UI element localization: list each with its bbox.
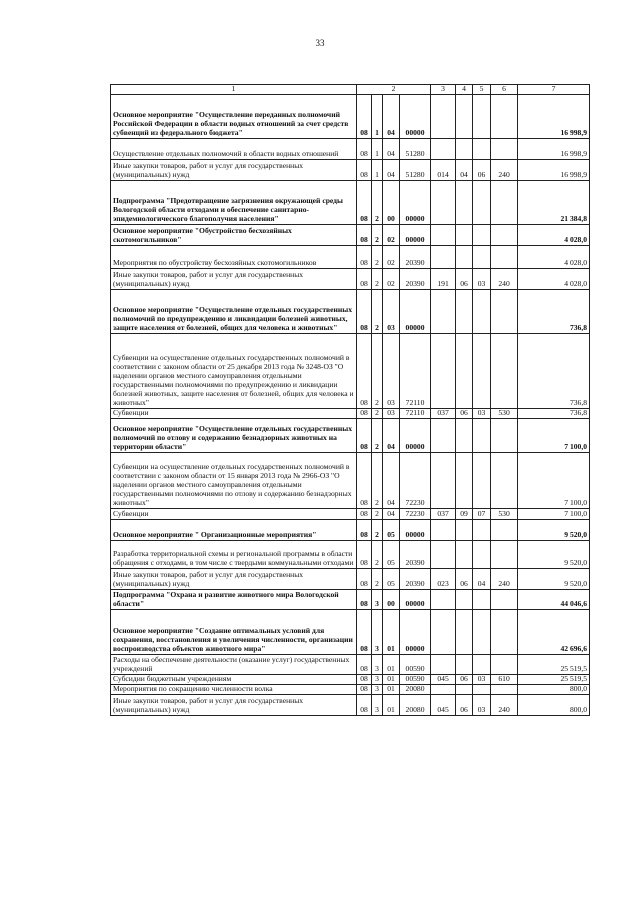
- code-direction: 00000: [400, 609, 431, 654]
- code-ministry: [431, 334, 456, 409]
- code-subprogram: 3: [372, 589, 383, 609]
- code-section: [456, 225, 473, 246]
- code-program: 08: [357, 452, 372, 508]
- code-direction: 20390: [400, 246, 431, 269]
- code-event: 04: [383, 452, 400, 508]
- code-ministry: 037: [431, 409, 456, 419]
- table-row: [111, 452, 590, 508]
- row-amount: 16 998,9: [518, 139, 590, 160]
- row-amount: 4 028,0: [518, 269, 590, 290]
- row-amount: 7 100,0: [518, 418, 590, 452]
- code-subsection: [473, 609, 491, 654]
- code-ministry: [431, 290, 456, 334]
- code-ministry: [431, 519, 456, 540]
- code-subsection: [473, 519, 491, 540]
- code-program: 08: [357, 684, 372, 694]
- row-name: Субвенции: [111, 508, 357, 519]
- code-event: 04: [383, 508, 400, 519]
- code-event: 02: [383, 269, 400, 290]
- code-expense-type: [491, 609, 518, 654]
- code-subsection: [473, 418, 491, 452]
- row-name: Подпрограмма "Охрана и развитие животного мира Вологодской области": [111, 589, 357, 609]
- row-name: Подпрограмма "Предотвращение загрязнения окружающей среды Вологодской области отходами и обеспечение санитарно-эпидемиологического благополучия населения": [111, 181, 357, 225]
- code-direction: 72230: [400, 452, 431, 508]
- table-row: [111, 694, 590, 715]
- code-subprogram: 3: [372, 684, 383, 694]
- row-amount: 42 696,6: [518, 609, 590, 654]
- code-subsection: [473, 225, 491, 246]
- code-direction: 00000: [400, 418, 431, 452]
- code-ministry: [431, 654, 456, 674]
- row-name: Иные закупки товаров, работ и услуг для государственных (муниципальных) нужд: [111, 269, 357, 290]
- code-direction: 00000: [400, 225, 431, 246]
- code-expense-type: 530: [491, 508, 518, 519]
- code-program: 08: [357, 674, 372, 684]
- code-section: 06: [456, 409, 473, 419]
- code-ministry: 014: [431, 160, 456, 181]
- row-name: Субвенции на осуществление отдельных государственных полномочий в соответствии с законом области от 15 января 2013 года № 2966-ОЗ "О наделении органов местного самоуправления отдельными государственными полномочиями по отлову и содержанию безнадзорных животных": [111, 452, 357, 508]
- code-program: 08: [357, 540, 372, 568]
- code-subprogram: 2: [372, 225, 383, 246]
- code-section: [456, 540, 473, 568]
- code-subprogram: 2: [372, 181, 383, 225]
- row-amount: 16 998,9: [518, 160, 590, 181]
- code-event: 05: [383, 540, 400, 568]
- code-section: [456, 654, 473, 674]
- code-program: 08: [357, 609, 372, 654]
- code-event: 01: [383, 684, 400, 694]
- row-amount: 16 998,9: [518, 95, 590, 139]
- code-event: 00: [383, 181, 400, 225]
- code-expense-type: 240: [491, 160, 518, 181]
- code-program: 08: [357, 508, 372, 519]
- code-program: 08: [357, 160, 372, 181]
- code-event: 01: [383, 674, 400, 684]
- column-header-4: 4: [456, 85, 473, 95]
- row-amount: 9 520,0: [518, 568, 590, 589]
- row-amount: 21 384,8: [518, 181, 590, 225]
- code-event: 05: [383, 519, 400, 540]
- code-direction: 72110: [400, 409, 431, 419]
- code-section: 06: [456, 269, 473, 290]
- table-row: [111, 540, 590, 568]
- code-event: 00: [383, 589, 400, 609]
- code-section: 09: [456, 508, 473, 519]
- code-event: 03: [383, 334, 400, 409]
- code-subprogram: 2: [372, 568, 383, 589]
- code-subprogram: 2: [372, 519, 383, 540]
- table-row: [111, 160, 590, 181]
- code-subprogram: 2: [372, 269, 383, 290]
- code-expense-type: [491, 589, 518, 609]
- code-section: [456, 609, 473, 654]
- code-program: 08: [357, 589, 372, 609]
- code-ministry: 045: [431, 674, 456, 684]
- code-event: 05: [383, 568, 400, 589]
- row-name: Субвенции: [111, 409, 357, 419]
- code-program: 08: [357, 181, 372, 225]
- code-direction: 20080: [400, 684, 431, 694]
- code-subprogram: 1: [372, 139, 383, 160]
- code-section: [456, 139, 473, 160]
- code-section: [456, 589, 473, 609]
- row-name: Основное мероприятие " Организационные мероприятия": [111, 519, 357, 540]
- column-header-6: 6: [491, 85, 518, 95]
- row-amount: 25 519,5: [518, 654, 590, 674]
- row-amount: 736,8: [518, 409, 590, 419]
- code-section: [456, 95, 473, 139]
- code-ministry: [431, 684, 456, 694]
- column-header-5: 5: [473, 85, 491, 95]
- row-amount: 4 028,0: [518, 246, 590, 269]
- code-program: 08: [357, 95, 372, 139]
- code-subsection: [473, 334, 491, 409]
- row-name: Субсидии бюджетным учреждениям: [111, 674, 357, 684]
- row-amount: 736,8: [518, 334, 590, 409]
- column-header-1: 1: [111, 85, 357, 95]
- code-expense-type: [491, 684, 518, 694]
- code-direction: 51280: [400, 139, 431, 160]
- table-row: [111, 519, 590, 540]
- code-expense-type: 610: [491, 674, 518, 684]
- row-name: Основное мероприятие "Создание оптимальных условий для сохранения, восстановления и увеличения численности, организации воспроизводства объектов животного мира": [111, 609, 357, 654]
- code-section: [456, 246, 473, 269]
- table-row: [111, 225, 590, 246]
- code-program: 08: [357, 519, 372, 540]
- code-program: 08: [357, 334, 372, 409]
- row-amount: 7 100,0: [518, 452, 590, 508]
- code-expense-type: [491, 654, 518, 674]
- table-row: [111, 674, 590, 684]
- code-expense-type: 240: [491, 568, 518, 589]
- table-row: [111, 609, 590, 654]
- code-program: 08: [357, 418, 372, 452]
- table-row: [111, 95, 590, 139]
- code-subsection: [473, 589, 491, 609]
- code-section: [456, 181, 473, 225]
- code-subsection: [473, 181, 491, 225]
- code-subsection: 03: [473, 269, 491, 290]
- code-subprogram: 2: [372, 290, 383, 334]
- code-ministry: [431, 589, 456, 609]
- code-event: 03: [383, 409, 400, 419]
- code-subsection: 03: [473, 409, 491, 419]
- code-program: 08: [357, 409, 372, 419]
- row-name: Разработка территориальной схемы и региональной программы в области обращения с отходами, в том числе с твердыми коммунальными отходами: [111, 540, 357, 568]
- row-amount: 736,8: [518, 290, 590, 334]
- code-ministry: [431, 95, 456, 139]
- code-expense-type: [491, 334, 518, 409]
- code-event: 01: [383, 609, 400, 654]
- code-expense-type: [491, 452, 518, 508]
- row-amount: 7 100,0: [518, 508, 590, 519]
- code-event: 02: [383, 225, 400, 246]
- code-event: 04: [383, 418, 400, 452]
- table-row: [111, 508, 590, 519]
- code-program: 08: [357, 246, 372, 269]
- row-amount: 4 028,0: [518, 225, 590, 246]
- code-section: [456, 684, 473, 694]
- code-section: 06: [456, 694, 473, 715]
- code-subprogram: 2: [372, 508, 383, 519]
- table-body: [111, 95, 590, 716]
- code-program: 08: [357, 290, 372, 334]
- budget-table: [110, 84, 590, 716]
- code-ministry: [431, 181, 456, 225]
- table-row: [111, 246, 590, 269]
- code-subsection: [473, 246, 491, 269]
- code-program: 08: [357, 568, 372, 589]
- row-name: Иные закупки товаров, работ и услуг для государственных (муниципальных) нужд: [111, 694, 357, 715]
- row-name: Иные закупки товаров, работ и услуг для государственных (муниципальных) нужд: [111, 568, 357, 589]
- code-subsection: [473, 290, 491, 334]
- code-ministry: [431, 609, 456, 654]
- row-name: Мероприятия по сокращению численности волка: [111, 684, 357, 694]
- code-subsection: 04: [473, 568, 491, 589]
- code-event: 03: [383, 290, 400, 334]
- code-section: [456, 452, 473, 508]
- code-subprogram: 2: [372, 452, 383, 508]
- code-subprogram: 3: [372, 674, 383, 684]
- code-direction: 00000: [400, 589, 431, 609]
- code-ministry: [431, 246, 456, 269]
- column-header-7: 7: [518, 85, 590, 95]
- code-section: 06: [456, 674, 473, 684]
- code-expense-type: [491, 246, 518, 269]
- code-subprogram: 2: [372, 409, 383, 419]
- code-subprogram: 1: [372, 160, 383, 181]
- row-name: Иные закупки товаров, работ и услуг для государственных (муниципальных) нужд: [111, 160, 357, 181]
- code-section: 04: [456, 160, 473, 181]
- row-name: Осуществление отдельных полномочий в области водных отношений: [111, 139, 357, 160]
- code-expense-type: [491, 519, 518, 540]
- table-row: [111, 290, 590, 334]
- code-direction: 51280: [400, 160, 431, 181]
- code-ministry: [431, 139, 456, 160]
- column-header-2: 2: [357, 85, 431, 95]
- code-direction: 00000: [400, 95, 431, 139]
- code-expense-type: [491, 225, 518, 246]
- code-direction: 20390: [400, 568, 431, 589]
- code-expense-type: 530: [491, 409, 518, 419]
- code-expense-type: [491, 418, 518, 452]
- row-name: Основное мероприятие "Обустройство бесхозяйных скотомогильников": [111, 225, 357, 246]
- code-event: 02: [383, 246, 400, 269]
- table-row: [111, 654, 590, 674]
- code-subsection: 07: [473, 508, 491, 519]
- row-amount: 44 046,6: [518, 589, 590, 609]
- code-event: 04: [383, 160, 400, 181]
- code-program: 08: [357, 269, 372, 290]
- code-subprogram: 2: [372, 418, 383, 452]
- code-ministry: [431, 540, 456, 568]
- code-subsection: 03: [473, 694, 491, 715]
- code-expense-type: 240: [491, 269, 518, 290]
- code-ministry: [431, 225, 456, 246]
- code-subsection: [473, 95, 491, 139]
- code-ministry: 191: [431, 269, 456, 290]
- code-expense-type: [491, 139, 518, 160]
- table-row: [111, 181, 590, 225]
- page-number: 33: [315, 38, 325, 48]
- code-subsection: 06: [473, 160, 491, 181]
- table-row: [111, 568, 590, 589]
- code-direction: 20390: [400, 540, 431, 568]
- code-program: 08: [357, 139, 372, 160]
- code-direction: 72230: [400, 508, 431, 519]
- code-expense-type: [491, 95, 518, 139]
- code-direction: 20080: [400, 694, 431, 715]
- code-event: 01: [383, 694, 400, 715]
- row-name: Расходы на обеспечение деятельности (оказание услуг) государственных учреждений: [111, 654, 357, 674]
- code-section: [456, 290, 473, 334]
- code-direction: 20390: [400, 269, 431, 290]
- code-section: [456, 519, 473, 540]
- code-subsection: [473, 452, 491, 508]
- code-section: 06: [456, 568, 473, 589]
- code-ministry: 037: [431, 508, 456, 519]
- code-subsection: [473, 139, 491, 160]
- code-ministry: 023: [431, 568, 456, 589]
- code-subsection: [473, 540, 491, 568]
- table-row: [111, 139, 590, 160]
- code-subprogram: 1: [372, 95, 383, 139]
- code-direction: 00590: [400, 674, 431, 684]
- row-amount: 800,0: [518, 694, 590, 715]
- row-name: Основное мероприятие "Осуществление переданных полномочий Российской Федерации в области водных отношений за счет средств субвенций из федерального бюджета": [111, 95, 357, 139]
- code-subprogram: 2: [372, 334, 383, 409]
- code-expense-type: 240: [491, 694, 518, 715]
- code-direction: 00590: [400, 654, 431, 674]
- code-subprogram: 3: [372, 654, 383, 674]
- table-row: [111, 269, 590, 290]
- code-direction: 00000: [400, 290, 431, 334]
- code-ministry: [431, 452, 456, 508]
- row-name: Основное мероприятие "Осуществление отдельных государственных полномочий по предупреждению и ликвидации болезней животных, защите населения от болезней, общих для человека и животных": [111, 290, 357, 334]
- code-subprogram: 2: [372, 540, 383, 568]
- code-section: [456, 418, 473, 452]
- code-direction: 00000: [400, 519, 431, 540]
- code-ministry: [431, 418, 456, 452]
- code-subsection: [473, 684, 491, 694]
- code-direction: 72110: [400, 334, 431, 409]
- column-header-3: 3: [431, 85, 456, 95]
- table-row: [111, 418, 590, 452]
- table-row: [111, 589, 590, 609]
- code-subprogram: 3: [372, 609, 383, 654]
- code-expense-type: [491, 181, 518, 225]
- code-section: [456, 334, 473, 409]
- code-direction: 00000: [400, 181, 431, 225]
- table-header-row: [111, 85, 590, 95]
- code-subprogram: 3: [372, 694, 383, 715]
- row-amount: 800,0: [518, 684, 590, 694]
- code-expense-type: [491, 540, 518, 568]
- row-name: Субвенции на осуществление отдельных государственных полномочий в соответствии с законом области от 25 декабря 2013 года № 3248-ОЗ "О наделении органов местного самоуправления отдельными государственными полномочиями по предупреждению и ликвидации болезней животных, защите населения от болезней, общих для человека и животных": [111, 334, 357, 409]
- code-program: 08: [357, 694, 372, 715]
- table-row: [111, 684, 590, 694]
- code-event: 04: [383, 139, 400, 160]
- row-amount: 9 520,0: [518, 519, 590, 540]
- table-row: [111, 409, 590, 419]
- code-event: 04: [383, 95, 400, 139]
- row-name: Основное мероприятие "Осуществление отдельных государственных полномочий по отлову и содержанию безнадзорных животных на территории области": [111, 418, 357, 452]
- code-ministry: 045: [431, 694, 456, 715]
- code-event: 01: [383, 654, 400, 674]
- code-program: 08: [357, 225, 372, 246]
- row-name: Мероприятия по обустройству бесхозяйных скотомогильников: [111, 246, 357, 269]
- code-subsection: [473, 654, 491, 674]
- table-row: [111, 334, 590, 409]
- code-subprogram: 2: [372, 246, 383, 269]
- code-subsection: 03: [473, 674, 491, 684]
- row-amount: 9 520,0: [518, 540, 590, 568]
- code-program: 08: [357, 654, 372, 674]
- code-expense-type: [491, 290, 518, 334]
- row-amount: 25 519,5: [518, 674, 590, 684]
